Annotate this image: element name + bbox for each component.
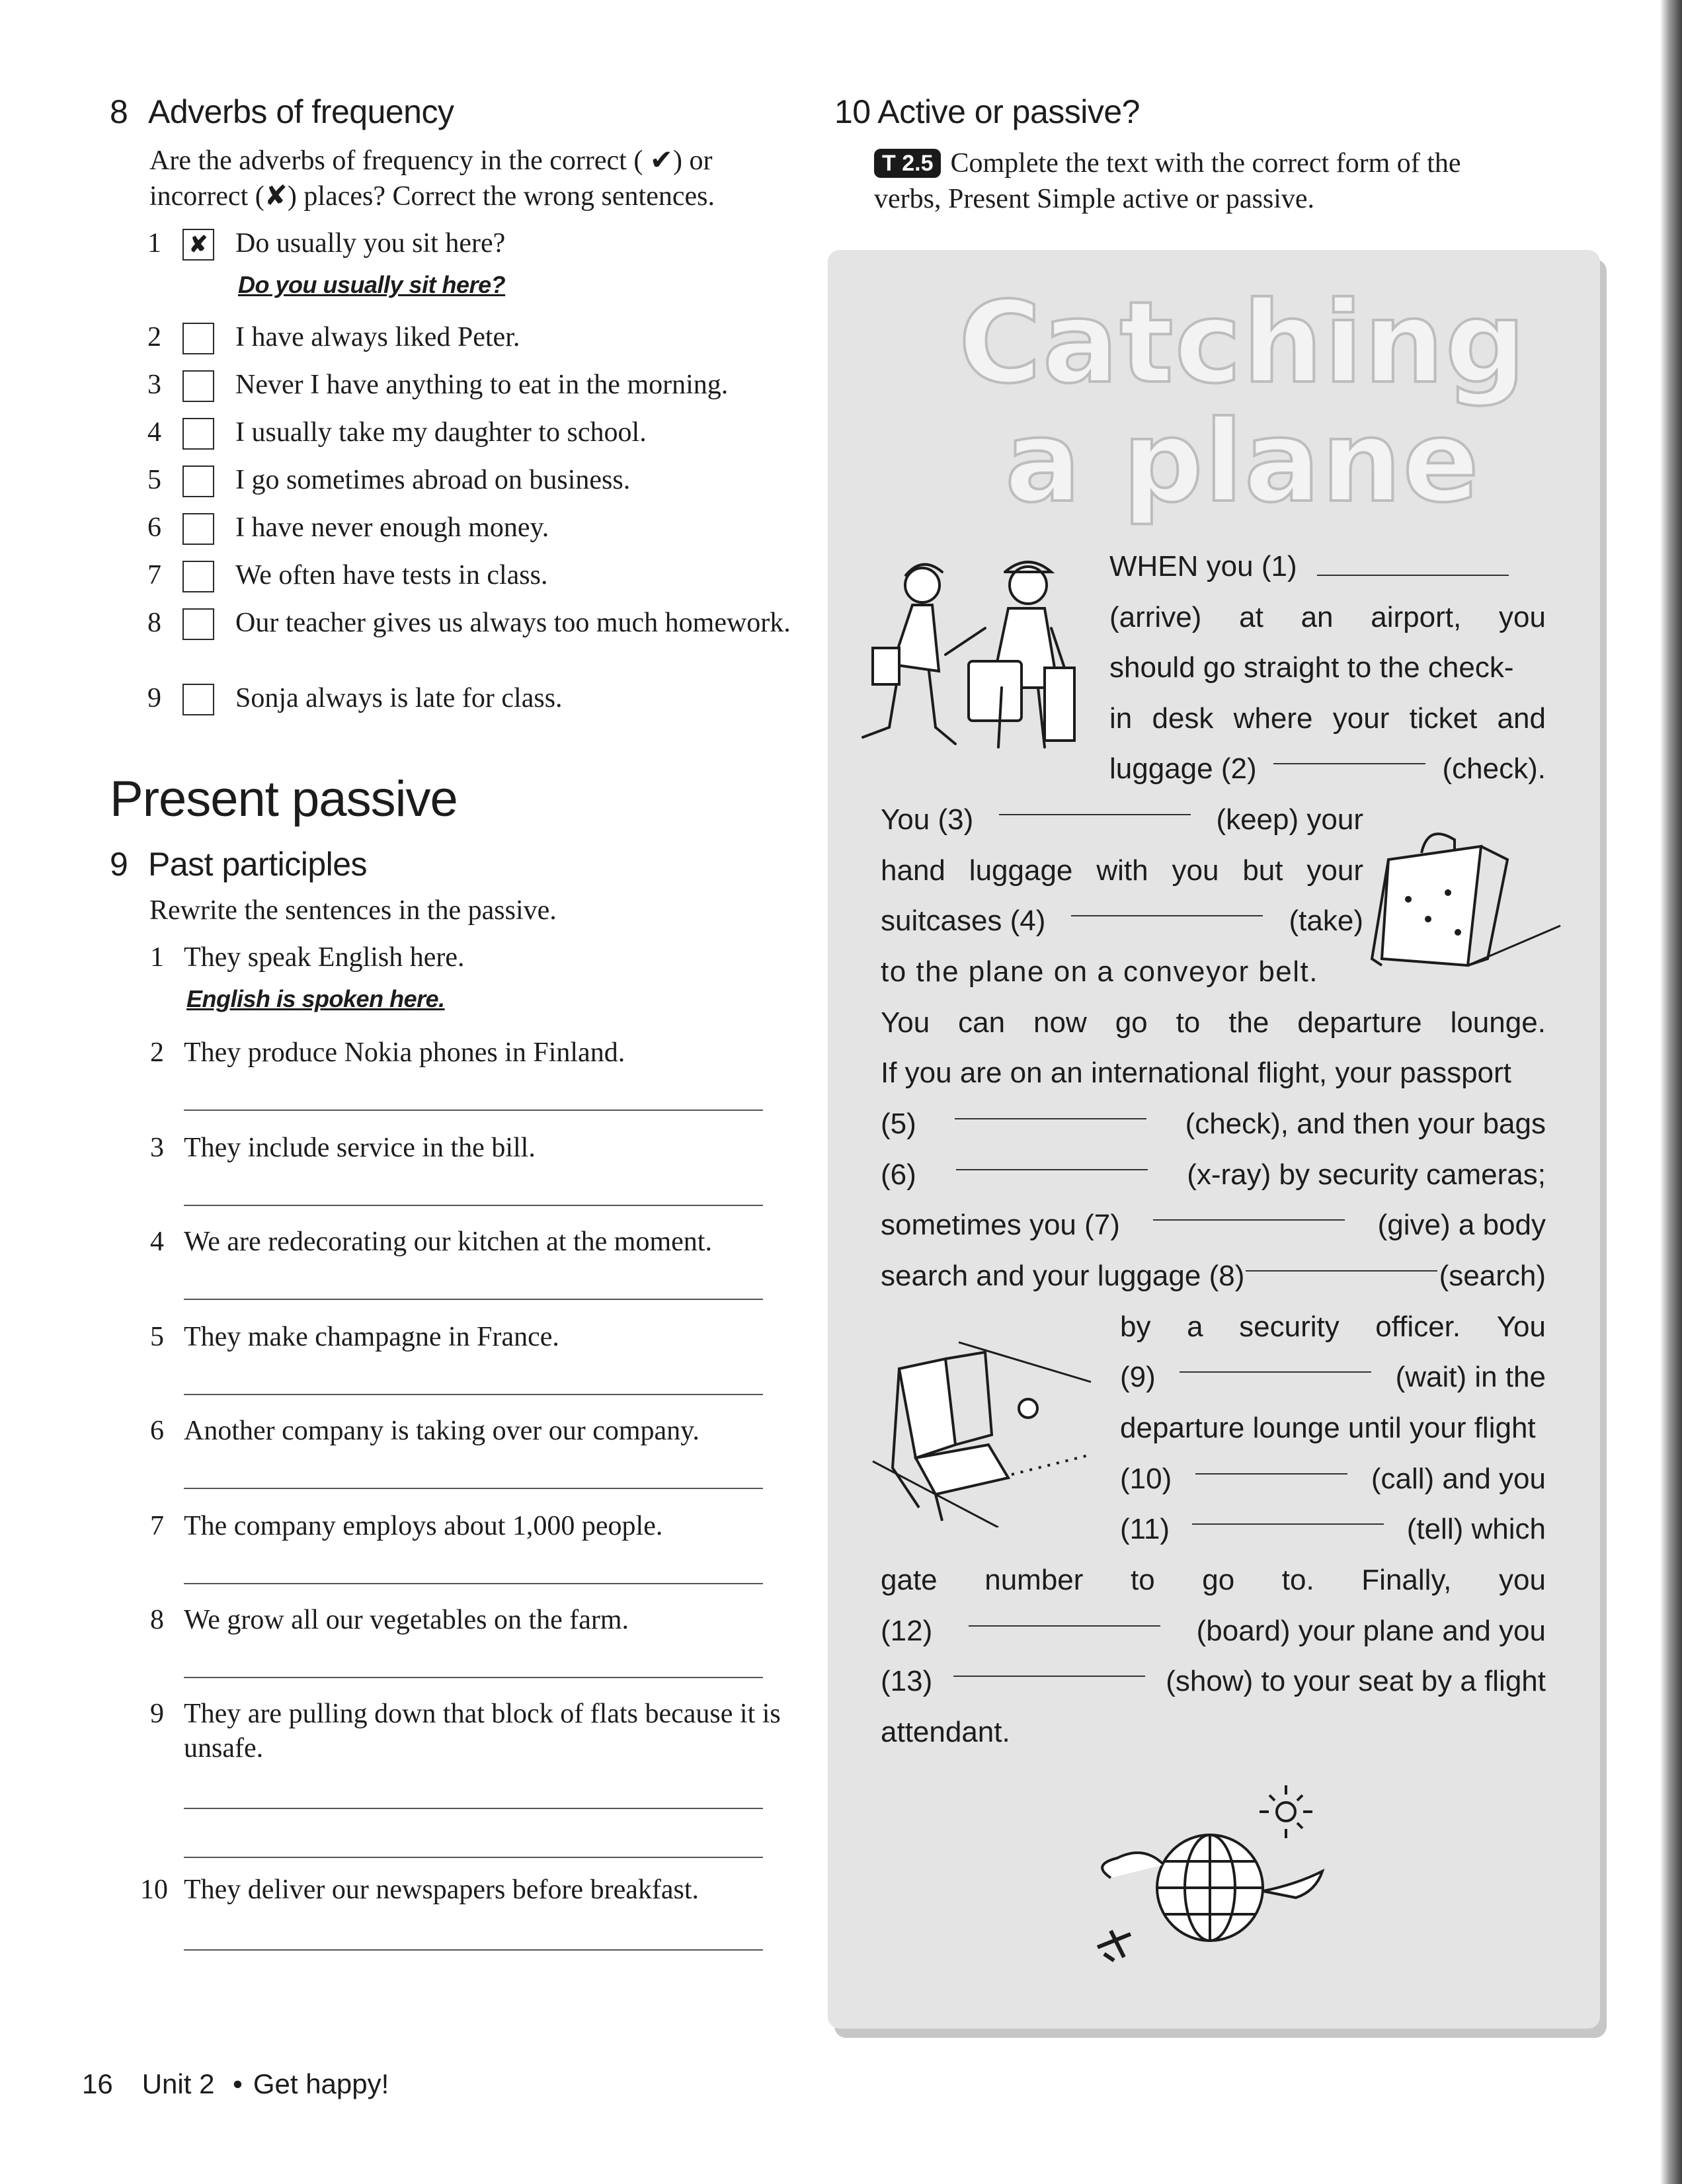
story-line: (10) (call) and you <box>1120 1453 1546 1504</box>
exercise-title: Adverbs of frequency <box>148 93 454 130</box>
story-line: If you are on an international flight, your passport <box>881 1057 1511 1089</box>
example-answer: English is spoken here. <box>186 985 445 1012</box>
answer-blank[interactable] <box>1317 555 1509 576</box>
answer-blank[interactable] <box>1153 1199 1345 1221</box>
item-number: 1 <box>147 228 161 259</box>
section-title: Present passive <box>110 771 458 827</box>
story-line: (12) (board) your plane and you <box>881 1605 1546 1656</box>
story-title-line-1: Catching <box>959 278 1527 409</box>
answer-blank[interactable] <box>1246 1250 1437 1272</box>
suitcase-illustration <box>1369 820 1567 979</box>
answer-blank[interactable] <box>1071 895 1263 916</box>
item-number: 7 <box>147 560 161 590</box>
item-number: 8 <box>147 608 161 638</box>
story-line: to the plane on a conveyor belt. <box>881 955 1318 988</box>
check-box[interactable]: ✘ <box>182 229 214 261</box>
exercise-10-instruction <box>874 145 1601 217</box>
story-line: (5) (check), and then your bags <box>881 1098 1546 1149</box>
answer-line[interactable] <box>184 1488 763 1489</box>
unit-title: Get happy! <box>253 2068 389 2099</box>
check-box[interactable] <box>182 684 214 715</box>
exercise-number: 9 <box>110 846 128 883</box>
answer-blank[interactable] <box>1192 1504 1384 1525</box>
item-number: 6 <box>147 512 161 543</box>
item-sentence: They deliver our newspapers before breakfast. <box>184 1875 699 1905</box>
item-sentence: They speak English here. <box>184 942 465 973</box>
page-binding-edge <box>1661 0 1682 2184</box>
travellers-illustration <box>860 549 1098 767</box>
answer-blank[interactable] <box>1180 1352 1371 1373</box>
item-number: 5 <box>147 465 161 495</box>
check-box[interactable] <box>182 370 214 402</box>
page-footer <box>82 2068 389 2100</box>
item-number: 2 <box>147 322 161 352</box>
item-number: 3 <box>147 370 161 400</box>
story-line: should go straight to the check- <box>1109 651 1514 684</box>
footer-separator: • <box>233 2068 243 2099</box>
item-sentence: The company employs about 1,000 people. <box>184 1511 663 1541</box>
item-number: 4 <box>147 417 161 448</box>
story-line: by a security officer. You <box>1120 1311 1546 1343</box>
answer-line[interactable] <box>184 1583 763 1584</box>
answer-line[interactable] <box>184 1205 763 1206</box>
answer-blank[interactable] <box>1273 743 1425 764</box>
exercise-10-heading: 10 Active or passive? <box>834 93 1140 130</box>
check-box[interactable] <box>182 418 214 450</box>
story-line: luggage (2) (check). <box>1109 743 1546 794</box>
instruction-line: Complete the text with the correct form of the <box>950 148 1461 179</box>
item-number: 6 <box>150 1416 164 1446</box>
item-number: 3 <box>150 1133 164 1163</box>
answer-blank[interactable] <box>953 1656 1145 1677</box>
page-number: 16 <box>82 2068 113 2099</box>
answer-line[interactable] <box>184 1857 763 1858</box>
item-sentence: We often have tests in class. <box>235 560 548 590</box>
item-sentence: I go sometimes abroad on business. <box>235 465 631 495</box>
check-box[interactable] <box>182 465 214 497</box>
item-sentence: Our teacher gives us always too much homework. <box>235 608 791 638</box>
answer-line[interactable] <box>184 1299 763 1300</box>
exercise-9-instruction: Rewrite the sentences in the passive. <box>149 895 557 926</box>
item-sentence: They make champagne in France. <box>184 1322 559 1352</box>
story-line: (9) (wait) in the <box>1120 1352 1546 1402</box>
exercise-8-instruction <box>149 143 715 214</box>
story-line: (6) (x-ray) by security cameras; <box>881 1149 1546 1200</box>
item-number: 5 <box>150 1322 164 1352</box>
story-line: sometimes you (7) (give) a body <box>881 1199 1546 1250</box>
item-sentence: Never I have anything to eat in the morning. <box>235 370 729 400</box>
item-sentence: They produce Nokia phones in Finland. <box>184 1037 625 1068</box>
item-number: 9 <box>147 683 161 713</box>
audio-track-badge: T 2.5 <box>874 149 941 178</box>
item-number: 2 <box>150 1037 164 1068</box>
item-sentence: Do usually you sit here? <box>235 228 506 259</box>
story-line: in desk where your ticket and <box>1109 702 1546 735</box>
answer-blank[interactable] <box>1195 1453 1347 1475</box>
exercise-number: 8 <box>110 93 128 130</box>
answer-blank[interactable] <box>956 1149 1148 1170</box>
item-number: 4 <box>150 1227 164 1257</box>
item-sentence: We grow all our vegetables on the farm. <box>184 1605 629 1635</box>
item-sentence: I have always liked Peter. <box>235 322 520 352</box>
story-line: (arrive) at an airport, you <box>1109 601 1546 633</box>
unit-label: Unit 2 <box>141 2068 215 2099</box>
example-answer: Do you usually sit here? <box>238 271 506 298</box>
story-line: attendant. <box>881 1716 1010 1748</box>
item-sentence: I usually take my daughter to school. <box>235 417 647 448</box>
airplane-seat-illustration <box>860 1329 1098 1527</box>
story-line: departure lounge until your flight <box>1120 1412 1536 1444</box>
answer-line[interactable] <box>184 1394 763 1395</box>
item-number: 7 <box>150 1511 164 1541</box>
answer-line[interactable] <box>184 1808 763 1809</box>
instruction-line: Are the adverbs of frequency in the correct ( ✔) or <box>149 145 713 176</box>
answer-blank[interactable] <box>955 1098 1146 1119</box>
answer-blank[interactable] <box>999 794 1191 815</box>
answer-line[interactable] <box>184 1949 763 1951</box>
story-title-line-2: a plane <box>1005 397 1480 528</box>
item-sentence: I have never enough money. <box>235 512 549 543</box>
check-box[interactable] <box>182 608 214 640</box>
item-sentence: Sonja always is late for class. <box>235 683 563 713</box>
exercise-8-heading <box>110 93 454 131</box>
answer-blank[interactable] <box>969 1605 1160 1627</box>
story-line: WHEN you (1) <box>1109 541 1509 592</box>
exercise-9-heading <box>110 845 367 883</box>
story-line: (11) (tell) which <box>1120 1504 1546 1555</box>
check-box[interactable] <box>182 513 214 545</box>
item-sentence: They are pulling down that block of flats because it is unsafe. <box>184 1699 781 1763</box>
check-box[interactable] <box>182 561 214 592</box>
item-sentence: They include service in the bill. <box>184 1133 536 1163</box>
check-box[interactable] <box>182 323 214 354</box>
item-sentence: We are redecorating our kitchen at the moment. <box>184 1227 712 1257</box>
item-number: 8 <box>150 1605 164 1635</box>
story-line: gate number to go to. Finally, you <box>881 1564 1546 1596</box>
item-number: 10 <box>140 1875 168 1905</box>
answer-line[interactable] <box>184 1677 763 1678</box>
story-line: suitcases (4) (take) <box>881 895 1363 946</box>
story-line: search and your luggage (8) (search) <box>881 1250 1546 1301</box>
globe-plane-illustration <box>1084 1779 1336 1970</box>
story-line: You (3) (keep) your <box>881 794 1363 845</box>
story-line: hand luggage with you but your <box>881 854 1363 887</box>
story-line: (13) (show) to your seat by a flight <box>881 1656 1546 1707</box>
story-line: You can now go to the departure lounge. <box>881 1006 1546 1039</box>
exercise-title: Past participles <box>148 846 368 883</box>
item-number: 9 <box>150 1699 164 1729</box>
instruction-line: incorrect (✘) places? Correct the wrong sentences. <box>149 181 715 212</box>
item-sentence: Another company is taking over our company. <box>184 1416 700 1446</box>
item-number: 1 <box>150 942 164 973</box>
answer-line[interactable] <box>184 1110 763 1111</box>
instruction-line: verbs, Present Simple active or passive. <box>874 184 1315 214</box>
